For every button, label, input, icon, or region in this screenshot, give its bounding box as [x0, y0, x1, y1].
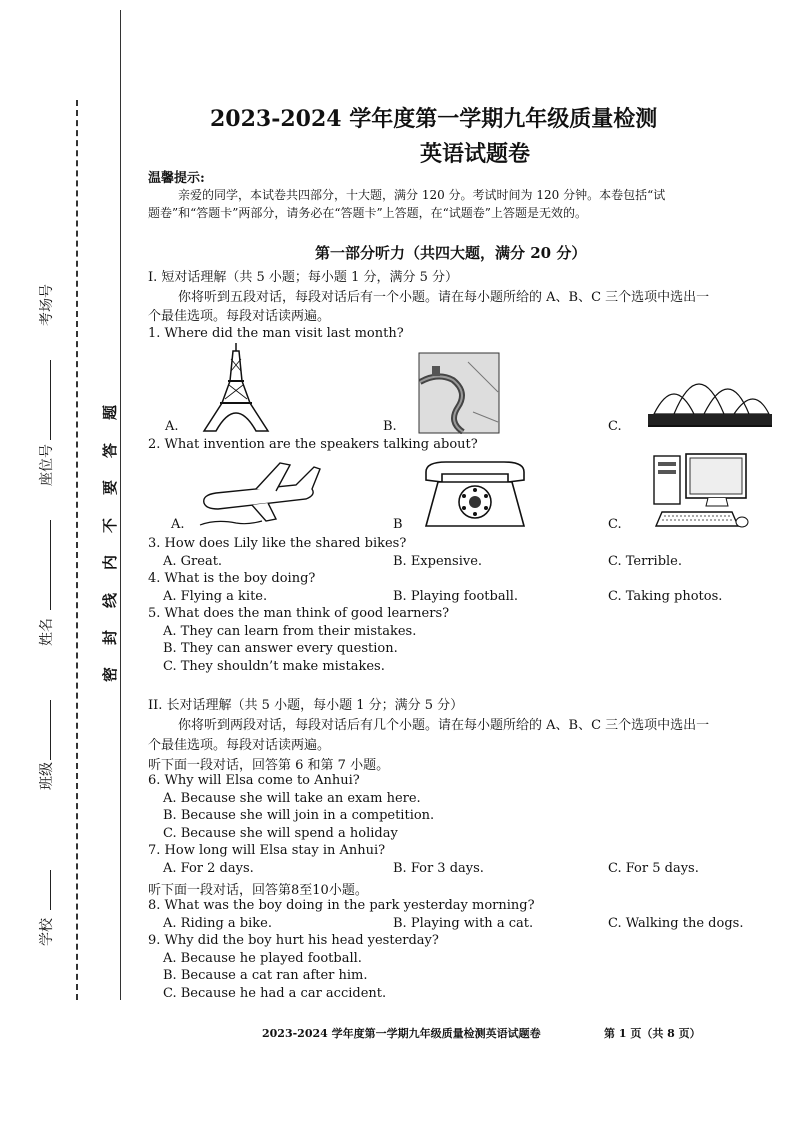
seal-char: 题	[101, 404, 120, 421]
q9-option-c: C. Because he had a car accident.	[163, 986, 387, 1001]
seal-char: 线	[101, 592, 120, 609]
page-title: 2023-2024 学年度第一学期九年级质量检测	[210, 106, 658, 132]
q7-option-a: A. For 2 days.	[163, 861, 254, 876]
q4-option-b: B. Playing football.	[393, 589, 519, 604]
q8-option-c: C. Walking the dogs.	[608, 916, 744, 931]
great-wall-icon	[418, 352, 500, 434]
seal-char: 不	[101, 517, 120, 534]
q2-option-b: B	[393, 517, 403, 532]
field-line-seat	[50, 360, 51, 440]
q1-option-c: C.	[608, 419, 622, 434]
section1-title: I. 短对话理解（共 5 小题；每小题 1 分，满分 5 分）	[148, 270, 459, 285]
question-5: 5. What does the man think of good learners?	[148, 606, 450, 621]
sydney-opera-house-icon	[644, 354, 776, 430]
field-line-school	[50, 870, 51, 910]
seal-char: 封	[101, 629, 120, 646]
eiffel-tower-icon	[198, 341, 274, 433]
q2-option-c: C.	[608, 517, 622, 532]
q2-option-a: A.	[171, 517, 185, 532]
seal-char: 要	[101, 479, 120, 496]
q7-option-b: B. For 3 days.	[393, 861, 484, 876]
field-line-name	[50, 520, 51, 610]
q6-option-c: C. Because she will spend a holiday	[163, 826, 398, 841]
q8-option-b: B. Playing with a cat.	[393, 916, 534, 931]
q6-option-b: B. Because she will join in a competition.	[163, 808, 435, 823]
q5-option-c: C. They shouldn’t make mistakes.	[163, 659, 385, 674]
q1-option-b: B.	[383, 419, 397, 434]
field-label-class: 班级	[39, 762, 55, 790]
q4-option-a: A. Flying a kite.	[163, 589, 268, 604]
q3-option-a: A. Great.	[163, 554, 223, 569]
section2-title: II. 长对话理解（共 5 小题，每小题 1 分；满分 5 分）	[148, 698, 464, 713]
q9-option-a: A. Because he played football.	[163, 951, 362, 966]
seal-char: 密	[101, 666, 120, 683]
section2-sub-2: 听下面一段对话，回答第8至10小题。	[148, 883, 368, 898]
page-subtitle: 英语试题卷	[420, 141, 531, 167]
tips-line-1: 亲爱的同学，本试卷共四部分，十大题，满分 120 分。考试时间为 120 分钟。本卷包括“试	[178, 188, 666, 202]
q8-option-a: A. Riding a bike.	[163, 916, 272, 931]
sidebar-solid-line	[120, 10, 121, 1000]
field-label-exam-room: 考场号	[39, 284, 55, 326]
tips-line-2: 题卷”和“答题卡”两部分，请务必在“答题卡”上答题，在“试题卷”上答题是无效的。	[148, 206, 587, 220]
question-7: 7. How long will Elsa stay in Anhui?	[148, 843, 386, 858]
section2-sub-1: 听下面一段对话，回答第 6 和第 7 小题。	[148, 758, 390, 773]
footer-page-number: 第 1 页（共 8 页）	[604, 1027, 701, 1040]
section1-instr-2: 个最佳选项。每段对话读两遍。	[148, 309, 331, 324]
seal-char: 答	[101, 442, 120, 459]
footer-text: 2023-2024 学年度第一学期九年级质量检测英语试题卷	[262, 1027, 541, 1040]
question-4: 4. What is the boy doing?	[148, 571, 316, 586]
question-8: 8. What was the boy doing in the park yesterday morning?	[148, 898, 535, 913]
q3-option-b: B. Expensive.	[393, 554, 483, 569]
part1-heading: 第一部分听力（共四大题，满分 20 分）	[315, 244, 587, 262]
q5-option-a: A. They can learn from their mistakes.	[163, 624, 417, 639]
question-9: 9. Why did the boy hurt his head yesterday?	[148, 933, 439, 948]
question-6: 6. Why will Elsa come to Anhui?	[148, 773, 360, 788]
sidebar-dashed-line	[76, 100, 78, 1000]
section2-instr-1: 你将听到两段对话，每段对话后有几个小题。请在每小题所给的 A、B、C 三个选项中选出一	[178, 718, 710, 733]
question-2: 2. What invention are the speakers talking about?	[148, 437, 478, 452]
seal-char: 内	[101, 554, 120, 571]
question-1: 1. Where did the man visit last month?	[148, 326, 404, 341]
telephone-icon	[416, 460, 534, 530]
q7-option-c: C. For 5 days.	[608, 861, 699, 876]
tips-label: 温馨提示:	[148, 171, 205, 186]
q9-option-b: B. Because a cat ran after him.	[163, 968, 368, 983]
computer-icon	[652, 452, 752, 532]
field-line-class	[50, 700, 51, 760]
field-label-seat: 座位号	[39, 444, 55, 486]
q4-option-c: C. Taking photos.	[608, 589, 723, 604]
airplane-icon	[196, 455, 324, 527]
q5-option-b: B. They can answer every question.	[163, 641, 398, 656]
question-3: 3. How does Lily like the shared bikes?	[148, 536, 407, 551]
section2-instr-2: 个最佳选项。每段对话读两遍。	[148, 738, 331, 753]
q1-option-a: A.	[165, 419, 179, 434]
q3-option-c: C. Terrible.	[608, 554, 682, 569]
q6-option-a: A. Because she will take an exam here.	[163, 791, 421, 806]
field-label-school: 学校	[39, 918, 55, 946]
section1-instr-1: 你将听到五段对话，每段对话后有一个小题。请在每小题所给的 A、B、C 三个选项中选出一	[178, 290, 710, 305]
field-label-name: 姓名	[39, 618, 55, 646]
